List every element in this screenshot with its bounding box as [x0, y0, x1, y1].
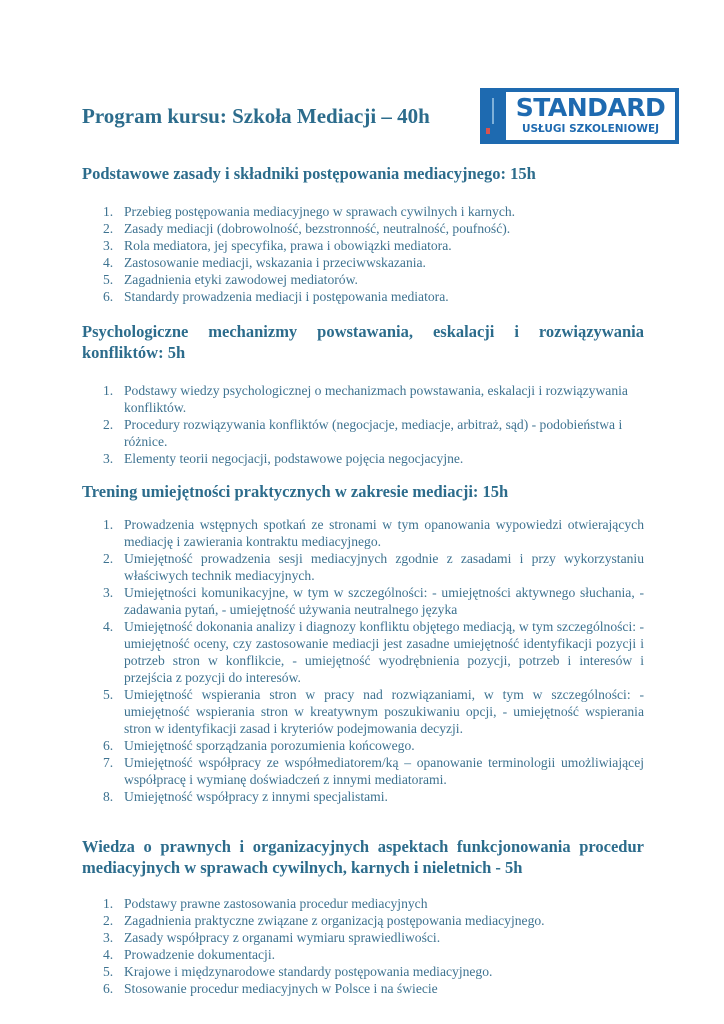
item-text: Procedury rozwiązywania konfliktów (negocjacje, mediacje, arbitraż, sąd) - podobieństwa i różnice.: [124, 417, 623, 449]
item-number: 2.: [103, 417, 114, 432]
list-item: [82, 963, 644, 980]
item-number: 2.: [103, 221, 114, 236]
list-item: [82, 382, 644, 416]
section-heading: Wiedza o prawnych i organizacyjnych aspektach funkcjonowania procedur mediacyjnych w sprawach cywilnych, karnych i nieletnich - 5h: [82, 837, 644, 877]
list-item: [82, 980, 644, 997]
item-text: Stosowanie procedur mediacyjnych w Polsce i na świecie: [124, 981, 438, 996]
item-text: Zasady współpracy z organami wymiaru sprawiedliwości.: [124, 930, 441, 945]
list-item: [82, 788, 644, 805]
item-number: 3.: [103, 451, 114, 466]
page-title: Program kursu: Szkoła Mediacji – 40h: [82, 104, 430, 128]
logo-text-main: STANDARD: [515, 93, 666, 122]
item-number: 5.: [103, 964, 114, 979]
item-number: 2.: [103, 551, 114, 566]
item-text: Zasady mediacji (dobrowolność, bezstronność, neutralność, poufność).: [124, 221, 511, 236]
item-text: Umiejętność dokonania analizy i diagnozy konfliktu objętego mediacją, w tym szczególności: - umiejętność oceny, czy zastosowanie mediacji jest zasadne umiejętność identyfikacji pozycji i potrzeb stron w konflikcie, - umiejętność wyodrębnienia pozycji, potrzeb i interesów i przejścia z pozycji do interesów.: [124, 619, 644, 685]
item-number: 3.: [103, 238, 114, 253]
list-item: [82, 220, 644, 237]
item-text: Zastosowanie mediacji, wskazania i przeciwwskazania.: [124, 255, 426, 270]
item-text: Prowadzenie dokumentacji.: [124, 947, 275, 962]
list-item: [82, 271, 644, 288]
list-item: [82, 203, 644, 220]
item-text: Elementy teorii negocjacji, podstawowe pojęcia negocjacyjne.: [124, 451, 464, 466]
section-psychology: [82, 321, 644, 467]
section-legal-aspects: [82, 836, 644, 997]
item-number: 2.: [103, 913, 114, 928]
section-heading: Psychologiczne mechanizmy powstawania, eskalacji i rozwiązywania konfliktów: 5h: [82, 322, 644, 362]
item-text: Rola mediatora, jej specyfika, prawa i obowiązki mediatora.: [124, 238, 452, 253]
section-heading: Trening umiejętności praktycznych w zakresie mediacji: 15h: [82, 482, 509, 501]
item-text: Umiejętność współpracy z innymi specjalistami.: [124, 789, 388, 804]
list-item: [82, 929, 644, 946]
list-item: [82, 288, 644, 305]
list-item: [82, 618, 644, 686]
item-text: Umiejętność prowadzenia sesji mediacyjnych zgodnie z zasadami i przy wykorzystaniu właściwych technik mediacyjnych.: [124, 551, 644, 583]
item-text: Podstawy prawne zastosowania procedur mediacyjnych: [124, 896, 428, 911]
list-item: [82, 584, 644, 618]
item-number: 3.: [103, 585, 114, 600]
list-item: [82, 895, 644, 912]
item-number: 7.: [103, 755, 114, 770]
standard-logo: [480, 88, 679, 144]
section-practical-training: [82, 481, 644, 805]
item-number: 4.: [103, 619, 114, 634]
item-number: 1.: [103, 517, 114, 532]
item-list: [82, 895, 644, 997]
list-item: [82, 254, 644, 271]
list-item: [82, 686, 644, 737]
item-text: Prowadzenia wstępnych spotkań ze stronami w tym opanowania wypowiedzi otwierających mediację i zawierania kontraktu mediacyjnego.: [124, 517, 644, 549]
list-item: [82, 416, 644, 450]
item-number: 6.: [103, 738, 114, 753]
item-list: [82, 203, 644, 305]
list-item: [82, 754, 644, 788]
item-number: 4.: [103, 947, 114, 962]
item-number: 8.: [103, 789, 114, 804]
list-item: [82, 946, 644, 963]
item-text: Umiejętność sporządzania porozumienia końcowego.: [124, 738, 415, 753]
item-number: 6.: [103, 289, 114, 304]
logo-text-sub: USŁUGI SZKOLENIOWEJ: [521, 123, 660, 135]
item-number: 5.: [103, 272, 114, 287]
item-number: 6.: [103, 981, 114, 996]
item-text: Podstawy wiedzy psychologicznej o mechanizmach powstawania, eskalacji i rozwiązywania konfliktów.: [124, 383, 628, 415]
item-number: 1.: [103, 383, 114, 398]
item-text: Przebieg postępowania mediacyjnego w sprawach cywilnych i karnych.: [124, 204, 516, 219]
item-number: 5.: [103, 687, 114, 702]
item-number: 4.: [103, 255, 114, 270]
list-item: [82, 516, 644, 550]
list-item: [82, 550, 644, 584]
item-list: [82, 382, 644, 467]
item-number: 1.: [103, 204, 114, 219]
section-heading: Podstawowe zasady i składniki postępowania mediacyjnego: 15h: [82, 164, 536, 183]
logo-stripe-icon: [492, 98, 494, 124]
list-item: [82, 450, 644, 467]
item-text: Umiejętności komunikacyjne, w tym w szczególności: - umiejętności aktywnego słuchania, - zadawania pytań, - umiejętność używania neutralnego języka: [124, 585, 644, 617]
item-text: Umiejętność współpracy ze współmediatorem/ką – opanowanie terminologii umożliwiającej współpracę i wymianę doświadczeń z innymi mediatorami.: [124, 755, 644, 787]
logo-mark-icon: [486, 128, 490, 134]
item-text: Standardy prowadzenia mediacji i postępowania mediatora.: [124, 289, 449, 304]
item-number: 1.: [103, 896, 114, 911]
item-text: Umiejętność wspierania stron w pracy nad rozwiązaniami, w tym w szczególności: - umiejętność wspierania stron w kreatywnym poszukiwaniu opcji, - umiejętność wspierania stron w identyfikacji zasad i kryteriów podejmowania decyzji.: [124, 687, 644, 736]
list-item: [82, 912, 644, 929]
item-text: Krajowe i międzynarodowe standardy postępowania mediacyjnego.: [124, 964, 493, 979]
list-item: [82, 737, 644, 754]
item-number: 3.: [103, 930, 114, 945]
item-text: Zagadnienia etyki zawodowej mediatorów.: [124, 272, 358, 287]
item-text: Zagadnienia praktyczne związane z organizacją postępowania mediacyjnego.: [124, 913, 545, 928]
section-basics: [82, 163, 644, 305]
list-item: [82, 237, 644, 254]
item-list: [82, 516, 644, 805]
